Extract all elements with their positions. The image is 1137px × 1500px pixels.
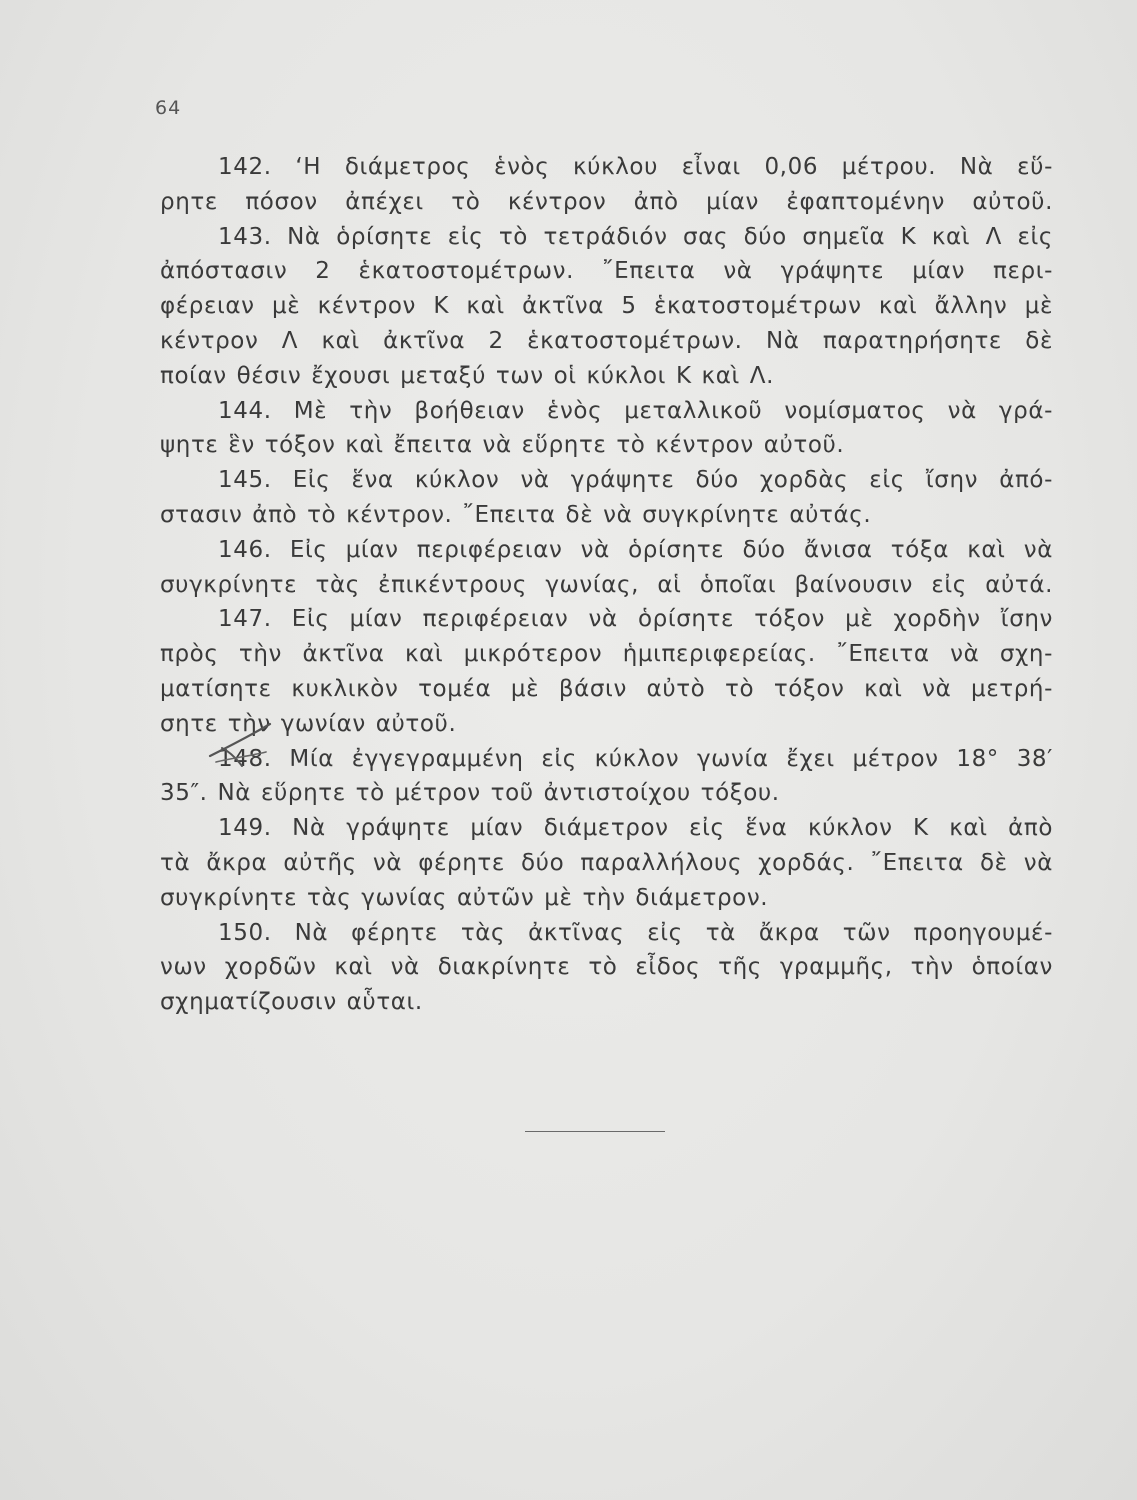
exercise-text-block	[160, 150, 1053, 1020]
exercise-146-line-2: συγκρίνητε τὰς ἐπικέντρους γωνίας, αἱ ὁποῖαι βαίνουσιν εἰς αὐτά.	[160, 571, 1053, 598]
exercise-143-line-4: κέντρον Λ καὶ ἀκτῖνα 2 ἑκατοστομέτρων. Νὰ παρατηρήσητε δὲ	[160, 327, 1053, 354]
exercise-147-line-2: πρὸς τὴν ἀκτῖνα καὶ μικρότερον ἡμιπεριφερείας. ῎Επειτα νὰ σχη-	[160, 641, 1053, 668]
exercise-142-line-2: ρητε πόσον ἀπέχει τὸ κέντρον ἀπὸ μίαν ἐφαπτομένην αὐτοῦ.	[160, 188, 1053, 215]
section-divider-rule	[525, 1131, 665, 1132]
exercise-147-line-1: 147. Εἰς μίαν περιφέρειαν νὰ ὁρίσητε τόξον μὲ χορδὴν ἴσην	[218, 606, 1053, 633]
exercise-146-line-1: 146. Εἰς μίαν περιφέρειαν νὰ ὁρίσητε δύο ἄνισα τόξα καὶ νὰ	[218, 536, 1053, 563]
exercise-149-line-2: τὰ ἄκρα αὐτῆς νὰ φέρητε δύο παραλλήλους χορδάς. ῎Επειτα δὲ νὰ	[160, 849, 1053, 876]
handwritten-check-mark	[206, 718, 276, 778]
exercise-149-line-1: 149. Νὰ γράψητε μίαν διάμετρον εἰς ἕνα κύκλον Κ καὶ ἀπὸ	[218, 815, 1053, 842]
exercise-143-line-2: ἀπόστασιν 2 ἑκατοστομέτρων. ῎Επειτα νὰ γράψητε μίαν περι-	[160, 258, 1053, 285]
exercise-142-line-1: 142. ‘Η διάμετρος ἑνὸς κύκλου εἶναι 0,06 μέτρου. Νὰ εὕ-	[218, 154, 1053, 180]
exercise-150-line-2: νων χορδῶν καὶ νὰ διακρίνητε τὸ εἶδος τῆς γραμμῆς, τὴν ὁποίαν	[160, 954, 1053, 981]
exercise-150-line-1: 150. Νὰ φέρητε τὰς ἀκτῖνας εἰς τὰ ἄκρα τῶν προηγουμέ-	[218, 919, 1053, 946]
exercise-144-line-2: ψητε ἓν τόξον καὶ ἔπειτα νὰ εὕρητε τὸ κέντρον αὐτοῦ.	[160, 432, 845, 459]
exercise-145-line-1: 145. Εἰς ἕνα κύκλον νὰ γράψητε δύο χορδὰς εἰς ἴσην ἀπό-	[218, 467, 1053, 494]
exercise-150-line-3: σχηματίζουσιν αὗται.	[160, 989, 423, 1016]
exercise-143-line-1: 143. Νὰ ὁρίσητε εἰς τὸ τετράδιόν σας δύο σημεῖα Κ καὶ Λ εἰς	[218, 223, 1053, 250]
exercise-148-line-2: 35″. Νὰ εὕρητε τὸ μέτρον τοῦ ἀντιστοίχου τόξου.	[160, 780, 780, 807]
exercise-149-line-3: συγκρίνητε τὰς γωνίας αὐτῶν μὲ τὴν διάμετρον.	[160, 884, 769, 911]
exercise-145-line-2: στασιν ἀπὸ τὸ κέντρον. ῎Επειτα δὲ νὰ συγκρίνητε αὐτάς.	[160, 501, 872, 528]
exercise-148-line-1: 148. Μία ἐγγεγραμμένη εἰς κύκλον γωνία ἔχει μέτρον 18° 38′	[218, 745, 1053, 772]
exercise-143-line-5: ποίαν θέσιν ἔχουσι μεταξύ των οἱ κύκλοι Κ καὶ Λ.	[160, 362, 775, 389]
exercise-147-line-3: ματίσητε κυκλικὸν τομέα μὲ βάσιν αὐτὸ τὸ τόξον καὶ νὰ μετρή-	[160, 675, 1053, 702]
exercise-147-line-4: σητε τὴν γωνίαν αὐτοῦ.	[160, 710, 457, 737]
page-number: 64	[155, 97, 182, 119]
exercise-144-line-1: 144. Μὲ τὴν βοήθειαν ἑνὸς μεταλλικοῦ νομίσματος νὰ γρά-	[218, 397, 1053, 424]
exercise-143-line-3: φέρειαν μὲ κέντρον Κ καὶ ἀκτῖνα 5 ἑκατοστομέτρων καὶ ἄλλην μὲ	[160, 293, 1053, 320]
